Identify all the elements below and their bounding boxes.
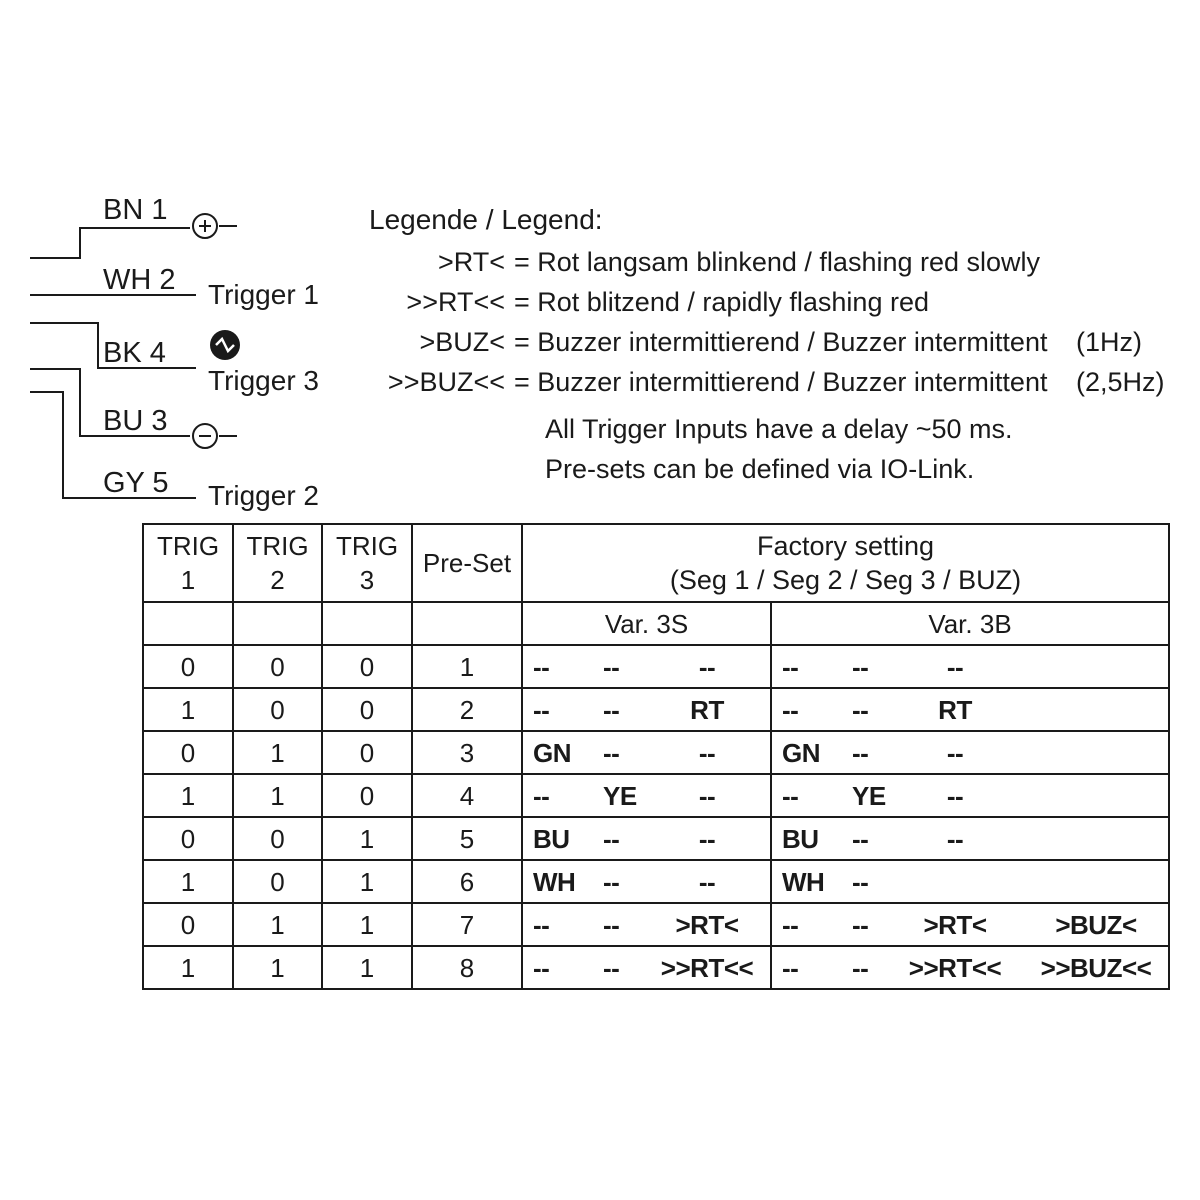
table-row: [143, 731, 1169, 774]
trigger-cell: 1: [143, 946, 233, 989]
var-3s-cell: [522, 645, 771, 688]
subheader-empty: [322, 602, 412, 645]
trigger-cell: 0: [143, 817, 233, 860]
factory-setting-table: [142, 523, 1170, 990]
var-3b-seg2: YE: [852, 780, 886, 811]
trigger-cell: 1: [143, 774, 233, 817]
trigger-cell: 0: [322, 731, 412, 774]
var-3s-seg2: --: [603, 651, 620, 682]
table-row: [143, 903, 1169, 946]
var-3s-cell: [522, 817, 771, 860]
table-row: [143, 860, 1169, 903]
var-3b-seg2: --: [852, 823, 869, 854]
trigger-2-label: Trigger 2: [208, 480, 320, 511]
preset-cell: 2: [412, 688, 522, 731]
var-3s-cell: [522, 688, 771, 731]
legend-desc-rt: = Rot langsam blinkend / flashing red slowly: [514, 247, 1041, 277]
legend-desc-rrt: = Rot blitzend / rapidly flashing red: [514, 287, 929, 317]
trigger-cell: 1: [233, 903, 322, 946]
var-3s-seg1: --: [533, 909, 550, 940]
var-3s-seg1: --: [533, 651, 550, 682]
trigger-cell: 1: [322, 817, 412, 860]
var-3s-cell: [522, 903, 771, 946]
var-3s-seg2: --: [603, 866, 620, 897]
var-3b-seg1: --: [782, 780, 799, 811]
var-3s-seg3: --: [698, 651, 716, 682]
trigger-cell: 0: [143, 903, 233, 946]
var-3b-cell: [771, 774, 1169, 817]
trigger-cell: 1: [143, 860, 233, 903]
wiring-diagram: [0, 0, 380, 520]
table-header-row: [143, 524, 1169, 602]
var-3s-seg2: --: [603, 823, 620, 854]
trigger-1-label: Trigger 1: [208, 279, 320, 310]
preset-cell: 5: [412, 817, 522, 860]
var-3b-buz: >>BUZ<<: [1040, 952, 1152, 983]
var-3s-seg3: RT: [690, 694, 724, 725]
trigger-cell: 0: [233, 688, 322, 731]
preset-cell: 4: [412, 774, 522, 817]
legend-symbol-rrt: >>RT<<: [406, 287, 505, 317]
header-preset: Pre-Set: [412, 524, 522, 602]
trigger-cell: 1: [322, 903, 412, 946]
var-3b-cell: [771, 817, 1169, 860]
table-row: [143, 645, 1169, 688]
wire-label-bn: BN 1: [103, 194, 168, 226]
var-3s-seg3: --: [698, 737, 716, 768]
header-trig-2: TRIG 2: [233, 524, 322, 602]
trigger-cell: 1: [322, 946, 412, 989]
trigger-cell: 1: [233, 731, 322, 774]
wire-label-bk: BK 4: [103, 337, 166, 369]
trigger-cell: 1: [233, 946, 322, 989]
preset-cell: 6: [412, 860, 522, 903]
legend-freq-buz: (1Hz): [1076, 327, 1142, 357]
var-3b-seg1: BU: [782, 823, 819, 854]
trigger-3-label: Trigger 3: [208, 365, 320, 396]
var-3b-seg3: >RT<: [923, 909, 987, 940]
var-3b-cell: [771, 946, 1169, 989]
var-3b-seg3: RT: [938, 694, 972, 725]
subheader-empty: [412, 602, 522, 645]
table-row: [143, 688, 1169, 731]
preset-cell: 1: [412, 645, 522, 688]
var-3s-seg1: BU: [533, 823, 570, 854]
trigger-cell: 0: [322, 645, 412, 688]
var-3b-seg1: --: [782, 651, 799, 682]
table-subheader-row: [143, 602, 1169, 645]
var-3b-seg3: --: [946, 780, 964, 811]
legend-desc-buz: = Buzzer intermittierend / Buzzer intermittent: [514, 327, 1048, 357]
header-trig-1: TRIG 1: [143, 524, 233, 602]
var-3s-seg2: --: [603, 694, 620, 725]
switching-output-icon: [210, 330, 240, 360]
trigger-cell: 1: [233, 774, 322, 817]
var-3s-seg1: --: [533, 694, 550, 725]
var-3s-seg2: --: [603, 737, 620, 768]
legend-symbol-rt: >RT<: [437, 247, 505, 277]
legend-title: Legende / Legend:: [369, 204, 603, 235]
var-3b-seg2: --: [852, 651, 869, 682]
var-3b-cell: [771, 731, 1169, 774]
var-3s-cell: [522, 731, 771, 774]
wire-label-gy: GY 5: [103, 467, 169, 499]
var-3b-seg3: --: [946, 737, 964, 768]
var-3b-seg2: --: [852, 866, 869, 897]
trigger-cell: 1: [322, 860, 412, 903]
trigger-cell: 1: [143, 688, 233, 731]
header-factory-setting: Factory setting (Seg 1 / Seg 2 / Seg 3 / BUZ): [522, 524, 1169, 602]
var-3b-seg1: GN: [782, 737, 820, 768]
trigger-cell: 0: [233, 817, 322, 860]
var-3s-seg1: --: [533, 952, 550, 983]
var-3s-seg3: --: [698, 866, 716, 897]
wire-label-bu: BU 3: [103, 405, 168, 437]
var-3b-cell: [771, 688, 1169, 731]
var-3b-buz: >BUZ<: [1055, 909, 1137, 940]
wire-label-wh: WH 2: [103, 264, 176, 296]
wire-bn: [30, 228, 190, 258]
var-3s-seg3: --: [698, 823, 716, 854]
var-3b-seg2: --: [852, 952, 869, 983]
var-3s-seg3: >>RT<<: [660, 952, 754, 983]
var-3b-seg1: WH: [782, 866, 825, 897]
var-3s-seg1: --: [533, 780, 550, 811]
preset-cell: 3: [412, 731, 522, 774]
legend-note-delay: All Trigger Inputs have a delay ~50 ms.: [545, 414, 1013, 444]
var-3s-cell: [522, 774, 771, 817]
trigger-cell: 0: [143, 645, 233, 688]
legend-freq-bbuz: (2,5Hz): [1076, 367, 1165, 397]
preset-cell: 8: [412, 946, 522, 989]
table-row: [143, 817, 1169, 860]
header-trig-3: TRIG 3: [322, 524, 412, 602]
preset-cell: 7: [412, 903, 522, 946]
var-3b-seg2: --: [852, 909, 869, 940]
trigger-cell: 0: [322, 688, 412, 731]
var-3s-seg2: --: [603, 909, 620, 940]
table-row: [143, 774, 1169, 817]
var-3b-seg2: --: [852, 694, 869, 725]
trigger-cell: 0: [233, 860, 322, 903]
legend-symbol-buz: >BUZ<: [419, 327, 505, 357]
var-3b-seg3: >>RT<<: [908, 952, 1002, 983]
var-3s-cell: [522, 946, 771, 989]
var-3s-cell: [522, 860, 771, 903]
header-var-3b: Var. 3B: [771, 602, 1169, 645]
legend-desc-bbuz: = Buzzer intermittierend / Buzzer intermittent: [514, 367, 1048, 397]
var-3b-seg3: --: [946, 823, 964, 854]
header-var-3s: Var. 3S: [522, 602, 771, 645]
var-3b-seg1: --: [782, 952, 799, 983]
var-3b-seg3: --: [946, 651, 964, 682]
var-3s-seg1: GN: [533, 737, 571, 768]
var-3b-cell: [771, 645, 1169, 688]
trigger-cell: 0: [322, 774, 412, 817]
table-row: [143, 946, 1169, 989]
trigger-cell: 0: [233, 645, 322, 688]
var-3b-cell: [771, 903, 1169, 946]
var-3s-seg2: YE: [603, 780, 637, 811]
trigger-cell: 0: [143, 731, 233, 774]
var-3s-seg3: --: [698, 780, 716, 811]
var-3b-seg2: --: [852, 737, 869, 768]
var-3b-seg1: --: [782, 909, 799, 940]
var-3s-seg3: >RT<: [675, 909, 739, 940]
legend-note-presets: Pre-sets can be defined via IO-Link.: [545, 454, 975, 484]
var-3b-cell: [771, 860, 1169, 903]
subheader-empty: [143, 602, 233, 645]
subheader-empty: [233, 602, 322, 645]
var-3s-seg1: WH: [533, 866, 576, 897]
var-3s-seg2: --: [603, 952, 620, 983]
legend-symbol-bbuz: >>BUZ<<: [387, 367, 505, 397]
var-3b-seg1: --: [782, 694, 799, 725]
